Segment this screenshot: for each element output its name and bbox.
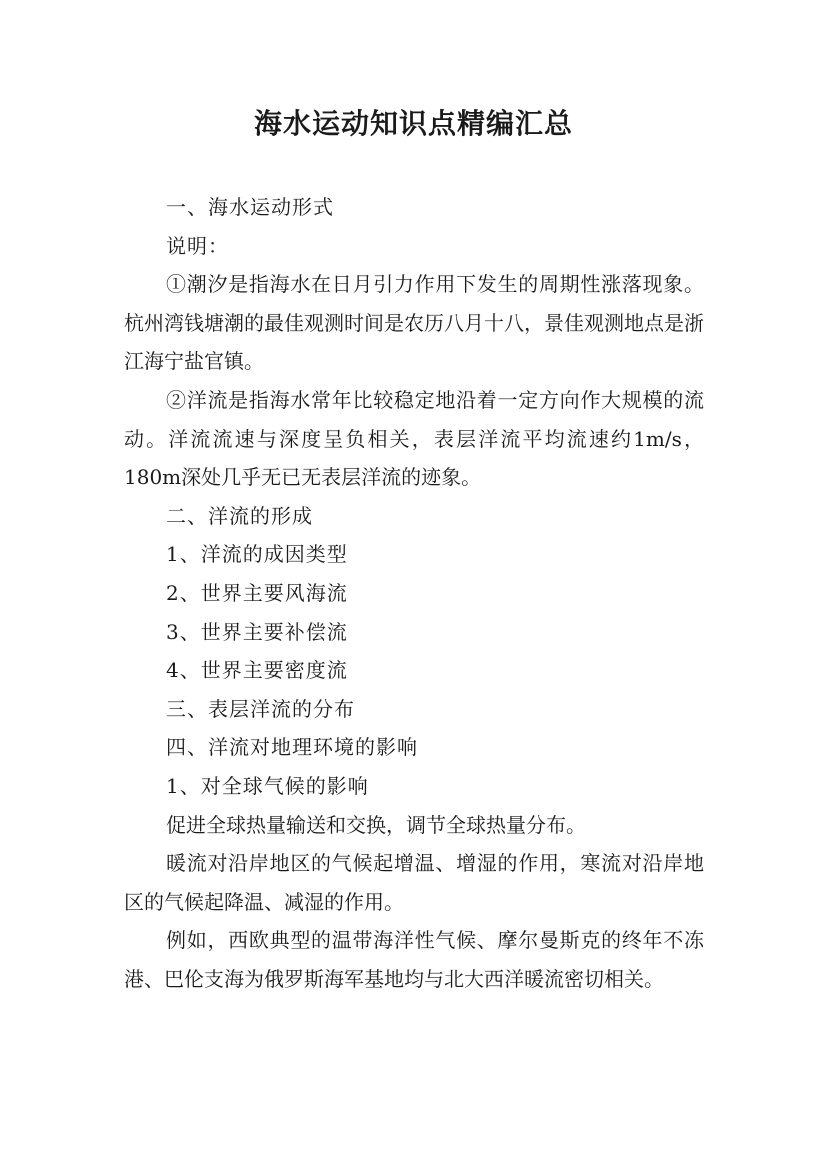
- document-title: 海水运动知识点精编汇总: [253, 107, 573, 140]
- paragraph-example: 例如，西欧典型的温带海洋性气候、摩尔曼斯克的终年不冻港、巴伦支海为俄罗斯海军基地均与北大西洋暖流密切相关。: [124, 928, 704, 991]
- note-label: 说明：: [166, 233, 229, 258]
- paragraph-tides: ①潮汐是指海水在日月引力作用下发生的周期性涨落现象。杭州湾钱塘潮的最佳观测时间是农历八月十八，景佳观测地点是浙江海宁盐官镇。: [124, 272, 704, 374]
- list-item: 1、洋流的成因类型: [166, 542, 348, 567]
- document-body: [124, 188, 704, 998]
- section-heading-3: 三、表层洋流的分布: [166, 696, 355, 721]
- list-item: 3、世界主要补偿流: [166, 619, 348, 644]
- paragraph-heat: 促进全球热量输送和交换，调节全球热量分布。: [166, 812, 586, 837]
- list-item: 2、世界主要风海流: [166, 580, 348, 605]
- section-heading-2: 二、洋流的形成: [166, 503, 313, 528]
- section-heading-4: 四、洋流对地理环境的影响: [166, 735, 418, 760]
- list-item: 4、世界主要密度流: [166, 658, 348, 683]
- list-item: 1、对全球气候的影响: [166, 773, 369, 798]
- section-heading-1: 一、海水运动形式: [166, 195, 334, 219]
- paragraph-warm-cold: 暖流对沿岸地区的气候起增温、增湿的作用，寒流对沿岸地区的气候起降温、减湿的作用。: [124, 851, 704, 914]
- paragraph-currents: ②洋流是指海水常年比较稳定地沿着一定方向作大规模的流动。洋流流速与深度呈负相关，表层洋流平均流速约1m/s，180m深处几乎无已无表层洋流的迹象。: [124, 387, 704, 490]
